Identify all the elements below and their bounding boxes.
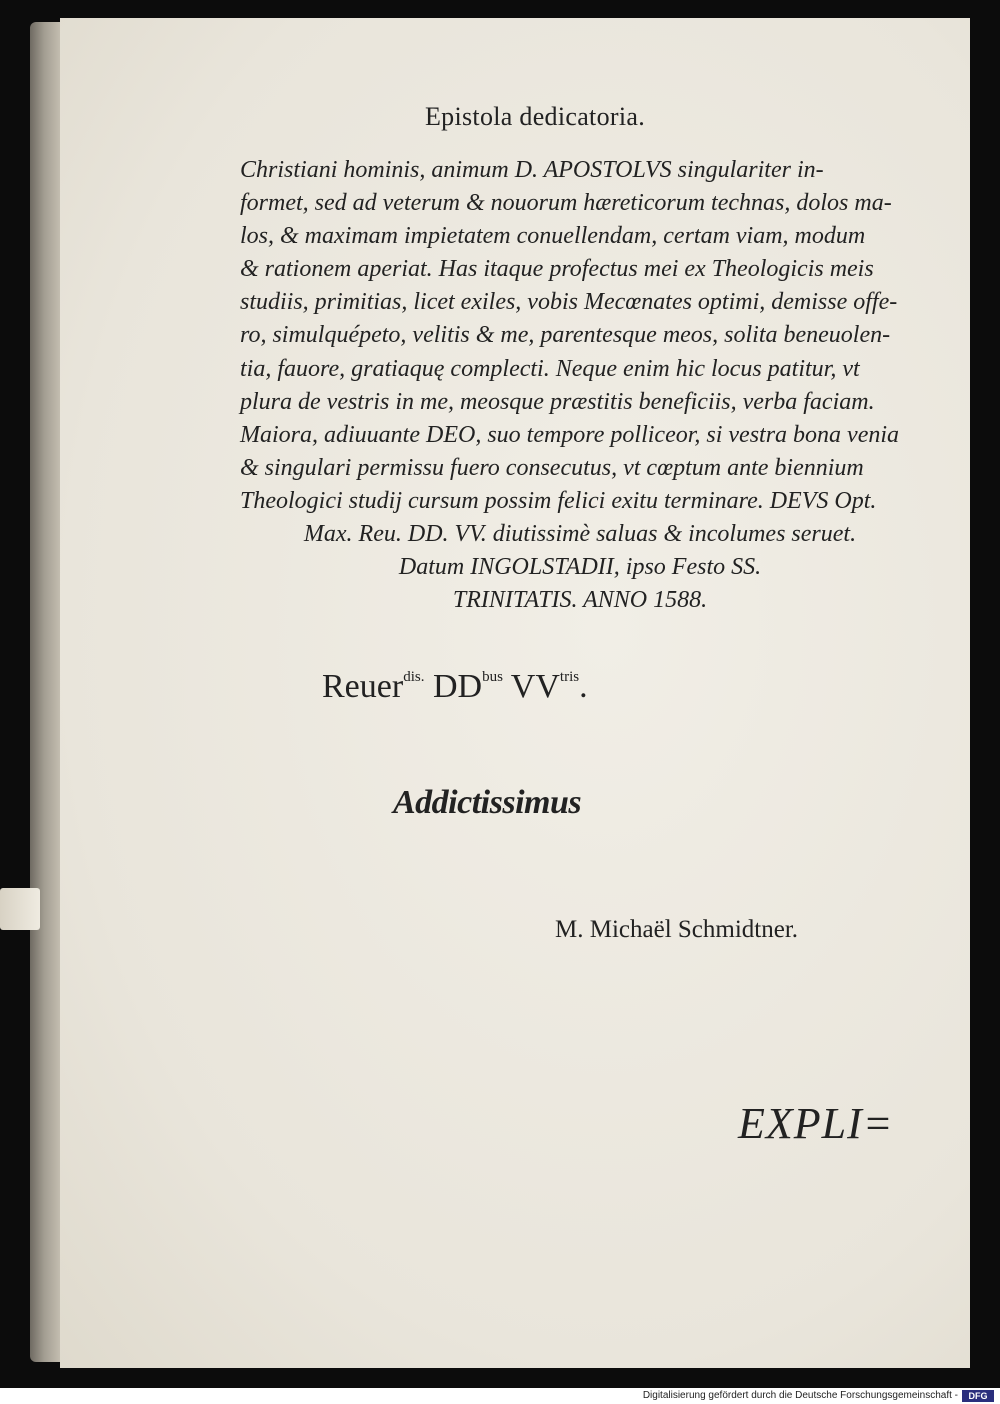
body-line: los, & maximam impietatem conuellendam, certam viam, modum — [240, 223, 866, 250]
dedication-text — [240, 154, 920, 617]
closing-word: Addictissimus — [393, 784, 582, 821]
catchword: EXPLI= — [738, 1099, 894, 1148]
signature: M. Michaël Schmidtner. — [555, 916, 799, 943]
body-line: tia, fauore, gratiaquę complecti. Neque enim hic locus patitur, vt — [240, 355, 860, 382]
salutation-word: VV — [510, 668, 560, 705]
body-line: Theologici studij cursum possim felici exitu terminare. DEVS Opt. — [240, 487, 877, 514]
body-line: ro, simulquépeto, velitis & me, parentesque meos, solita beneuolen- — [240, 322, 891, 349]
digitization-credit: Digitalisierung gefördert durch die Deutsche Forschungsgemeinschaft - — [642, 1390, 958, 1401]
body-line: Maiora, adiuuante DEO, suo tempore polliceor, si vestra bona venia — [240, 421, 900, 448]
salutation-word: Reuer — [322, 668, 404, 705]
body-line: studiis, primitias, licet exiles, vobis Mecœnates optimi, demisse offe- — [240, 289, 898, 316]
date-line: TRINITATIS. ANNO 1588. — [452, 587, 708, 614]
running-head: Epistola dedicatoria. — [425, 102, 645, 131]
body-line: plura de vestris in me, meosque præstitis beneficiis, verba faciam. — [240, 388, 875, 415]
salutation-period: . — [579, 668, 588, 705]
book-page — [60, 18, 970, 1368]
date-line: Datum INGOLSTADII, ipso Festo SS. — [398, 554, 762, 581]
body-line: & singulari permissu fuero consecutus, vt cœptum ante biennium — [240, 454, 864, 481]
salutation-superscript: tris — [559, 669, 580, 685]
salutation-superscript: dis. — [403, 669, 425, 685]
salutation — [322, 668, 588, 706]
body-line-centered: Max. Reu. DD. VV. diutissimè saluas & incolumes seruet. — [303, 521, 857, 548]
salutation-superscript: bus — [482, 669, 503, 685]
body-line: formet, sed ad veterum & nouorum hæreticorum technas, dolos ma- — [240, 190, 892, 217]
salutation-word: DD — [432, 668, 483, 705]
bookmark-tab — [0, 888, 40, 930]
body-line: & rationem aperiat. Has itaque profectus mei ex Theologicis meis — [240, 256, 874, 283]
dfg-logo: DFG — [962, 1390, 994, 1402]
body-line: Christiani hominis, animum D. APOSTOLVS singulariter in- — [240, 157, 824, 183]
